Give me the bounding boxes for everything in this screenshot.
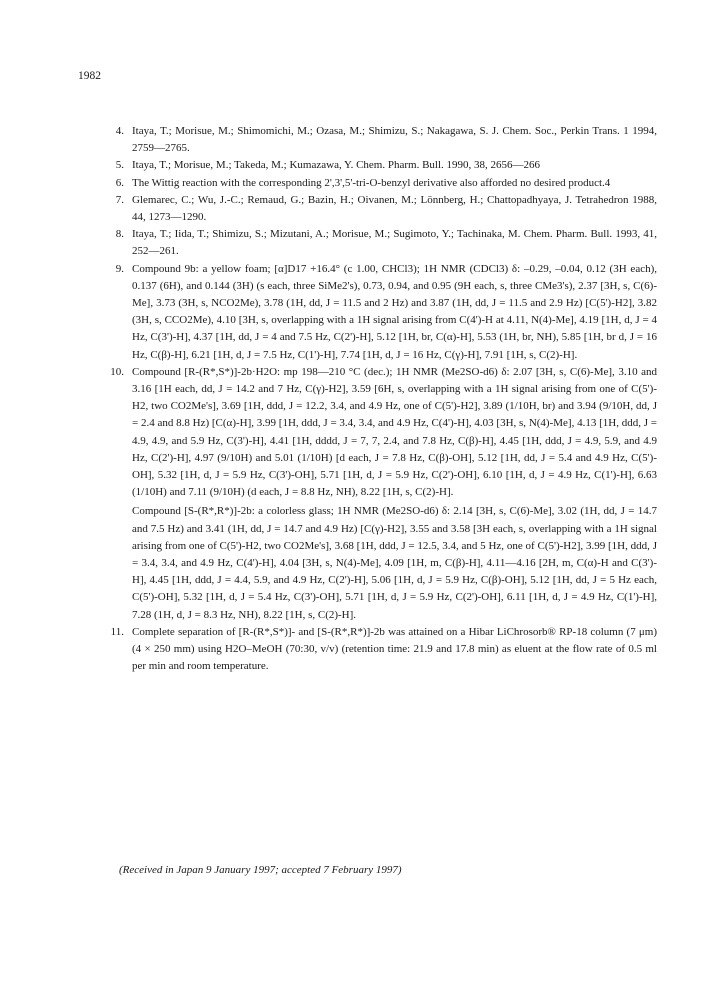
reference-list (104, 123, 657, 676)
reference-text: Glemarec, C.; Wu, J.-C.; Remaud, G.; Bazin, H.; Oivanen, M.; Lönnberg, H.; Chattopadhyaya, J. Tetrahedron 1988, 44, 1273—1290. (132, 193, 657, 224)
reference-number: 9 . (104, 261, 124, 278)
reference-number: 6 . (104, 175, 124, 192)
reference-item (104, 175, 657, 192)
reference-text: Itaya, T.; Morisue, M.; Shimomichi, M.; Ozasa, M.; Shimizu, S.; Nakagawa, S. J. Chem. Soc., Perkin Trans. 1 1994, 2759—2765. (132, 125, 657, 155)
reference-item (104, 624, 657, 676)
reference-number: 5 . (104, 157, 124, 174)
reference-number: 10 . (104, 364, 124, 381)
reference-text: Complete separation of [R-(R*,S*)]- and [S-(R*,R*)]-2b was attained on a Hibar LiChrosorb® RP-18 column (7 μm) (4 × 250 mm) using H2O–MeOH (70:30, v/v) (retention time: 21.9 and 17.8 min) as eluent at the flow rate of 0.5 ml per min and room temperature. (132, 625, 657, 673)
reference-item (104, 192, 657, 226)
reference-text: Compound 9b: a yellow foam; [α]D17 +16.4° (c 1.00, CHCl3); 1H NMR (CDCl3) δ: –0.29, –0.04, 0.12 (3H each), 0.137 (6H), and 0.144 (3H) (s each, three SiMe2's), 0.73, 0.94, and 0.95 (9H each, s, three CMe3's), 2.37 [3H, s, C(6)-Me], 3.73 (3H, s, NCO2Me), 3.78 (1H, dd, J = 11.5 and 2 Hz) and 3.87 (1H, dd, J = 11.5 and 2.9 Hz) [C(5')-H2], 3.82 (3H, s, CCO2Me), 4.10 [3H, s, overlapping with a 1H signal arising from C(4')-H at 4.11, N(4)-Me], 4.19 [1H, d, J = 4 Hz, C(3')-H], 4.37 [1H, dd, J = 4 and 7.5 Hz, C(2')-H], 5.12 [1H, br, C(α)-H], 5.53 (1H, br, NH), 5.85 [1H, br d, J = 16 Hz, C(β)-H], 6.21 [1H, d, J = 7.5 Hz, C(1')-H], 7.74 [1H, d, J = 16 Hz, C(γ)-H], 7.91 [1H, s, C(2)-H]. (132, 262, 657, 361)
page-number: 1982 (78, 70, 101, 82)
received-accepted-line: (Received in Japan 9 January 1997; accepted 7 February 1997) (119, 864, 402, 876)
reference-item (104, 123, 657, 157)
reference-item (104, 261, 657, 364)
reference-text: Compound [R-(R*,S*)]-2b·H2O: mp 198—210 °C (dec.); 1H NMR (Me2SO-d6) δ: 2.07 [3H, s, C(6)-Me], 3.10 and 3.16 [1H each, dd, J = 14.2 and 7 Hz, C(γ)-H2], 3.59 [6H, s, overlapping with a 1H signal arising from one of C(5')-H2, two CO2Me's], 3.69 [1H, ddd, J = 12.2, 3.4, and 4.9 Hz, one of C(5')-H2], 3.89 (1/10H, br) and 3.94 (9/10H, dd, J = 2.4 and 8.8 Hz) [C(α)-H], 3.99 [1H, ddd, J = 3.4, 3.4, and 4.9 Hz, C(4')-H], 4.03 [3H, s, N(4)-Me], 4.13 [1H, ddd, J = 4.9, 4.9, and 5.9 Hz, C(3')-H], 4.41 [1H, dddd, J = 7, 7, 2.4, and 7.8 Hz, C(β)-H], 4.45 [1H, ddd, J = 4.9, 5.9, and 4.9 Hz, C(2')-H], 4.97 (9/10H) and 5.01 (1/10H) [d each, J = 7.8 Hz, C(β)-OH], 5.12 [1H, dd, J = 5.4 and 4.9 Hz, C(5')-OH], 5.32 [1H, d, J = 5.9 Hz, C(3')-OH], 5.71 [1H, d, J = 5.9 Hz, C(2')-OH], 6.10 [1H, d, J = 4.9 Hz, C(1')-H], 6.63 (1/10H) and 7.11 (9/10H) (d each, J = 8.8 Hz, NH), 8.22 [1H, s, C(2)-H]. (132, 365, 657, 499)
reference-number: 8 . (104, 226, 124, 243)
reference-item (104, 157, 657, 174)
reference-text: Compound [S-(R*,R*)]-2b: a colorless glass; 1H NMR (Me2SO-d6) δ: 2.14 [3H, s, C(6)-Me], 3.02 (1H, dd, J = 14.7 and 7.5 Hz) and 3.41 (1H, dd, J = 14.7 and 4.9 Hz) [C(γ)-H2], 3.55 and 3.58 [3H each, s, overlapping with a 1H signal arising from one of C(5')-H2, two CO2Me's], 3.68 [1H, ddd, J = 12.5, 3.4, and 5 Hz, one of C(5')-H2], 3.99 [1H, ddd, J = 3.4, 3.4, and 4.9 Hz, C(4')-H], 4.04 [3H, s, N(4)-Me], 4.09 [1H, m, C(β)-H], 4.11—4.16 [2H, m, C(α)-H and C(3')-H], 4.45 [1H, ddd, J = 4.4, 5.9, and 4.9 Hz, C(2')-H], 5.06 [1H, d, J = 5.9 Hz, C(β)-OH], 5.12 [1H, dd, J = 5 Hz each, C(5')-OH], 5.32 [1H, d, J = 5.4 Hz, C(3')-OH], 5.71 [1H, d, J = 5.9 Hz, C(2')-OH], 6.11 [1H, d, J = 4.9 Hz, C(1')-H], 7.28 (1H, d, J = 8.3 Hz, NH), 8.22 [1H, s, C(2)-H]. (132, 505, 657, 621)
reference-number: 4 . (104, 123, 124, 140)
reference-text: Itaya, T.; Morisue, M.; Takeda, M.; Kumazawa, Y. Chem. Pharm. Bull. 1990, 38, 2656—266 (132, 159, 541, 172)
reference-text: The Wittig reaction with the corresponding 2',3',5'-tri-O-benzyl derivative also afforded no desired product.4 (132, 176, 611, 189)
reference-number: 11 . (104, 624, 124, 641)
reference-item (104, 226, 657, 260)
reference-number: 7 . (104, 192, 124, 209)
reference-item (104, 364, 657, 624)
reference-text: Itaya, T.; Iida, T.; Shimizu, S.; Mizutani, A.; Morisue, M.; Sugimoto, Y.; Tachinaka, M. Chem. Pharm. Bull. 1993, 41, 252—261. (132, 228, 657, 258)
